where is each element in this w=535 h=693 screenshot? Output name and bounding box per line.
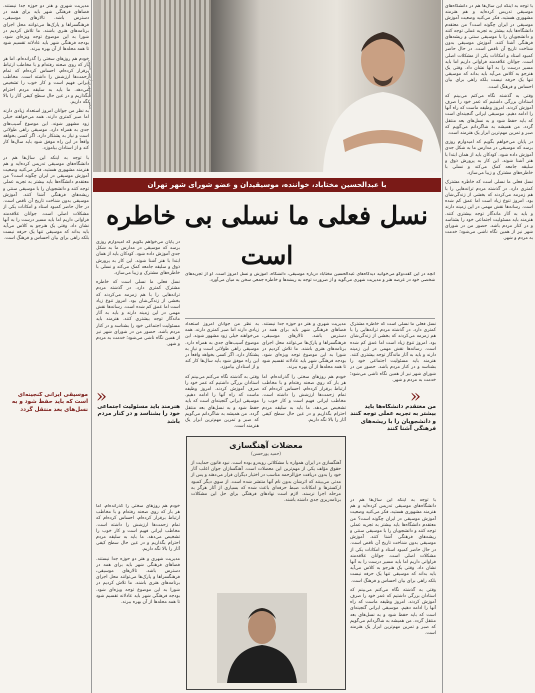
column-divider xyxy=(91,0,92,693)
sidebar-text: آهنگسازی در ایران همواره با مشکلاتی روبه‌رو بوده است. نبود قانون حمایت از حقوق مؤلف یکی از مهم‌ترین این معضلات است. آهنگسازان جوان اغلب آثار خود را بدون دریافت حق‌الزحمه مناسب در اختیار دیگران قرار می‌دهند و پس از مدتی می‌بینند که اثرشان بدون نام آنها منتشر شده است. از سوی دیگر کمبود ارکسترها و امکانات ضبط حرفه‌ای باعث شده که بسیاری از آثار هرگز به مرحله اجرا نرسند. لازم است نهادهای فرهنگی برای حل این مشکلات برنامه‌ریزی جدی داشته باشند. xyxy=(191,461,341,504)
interview-photo xyxy=(93,0,441,172)
intro-divider xyxy=(185,318,435,319)
column-left xyxy=(3,4,89,690)
column-text: خودم هم روزهای سختی را گذرانده‌ام. اما هر بار که روی صحنه رفته‌ام و با مخاطب ارتباط برقرار کرده‌ام، احساس کرده‌ام که تمام زحمت‌ها ارزشش را داشته است. مخاطب ایرانی فهیم است و کار خوب را تشخیص می‌دهد. ما باید به سلیقه مردم احترام بگذاریم و در عین حال سطح کیفی آثار را بالا نگه داریم. xyxy=(262,374,346,424)
author-photo xyxy=(217,593,307,683)
column-text: خودم هم روزهای سختی را گذرانده‌ام. اما هر بار که روی صحنه رفته‌ام و با مخاطب ارتباط برقرار کرده‌ام، احساس کرده‌ام که تمام زحمت‌ها ارزشش را داشته است. مخاطب ایرانی فهیم است و کار خوب را تشخیص می‌دهد. ما باید به سلیقه مردم احترام بگذاریم و در عین حال سطح کیفی آثار را بالا نگه داریم. xyxy=(96,504,180,553)
column-text: وقتی به گذشته نگاه می‌کنم می‌بینم که استادان بزرگی داشتیم که عمر خود را صرف آموزش کردند. امروز وظیفه ماست که راه آنها را ادامه دهیم. موسیقی ایرانی گنجینه‌ای است که باید حفظ شود و به نسل‌های بعد منتقل گردد. من همیشه به شاگردانم می‌گویم که صبر و تمرین مهم‌ترین ابزار یک هنرمند است. xyxy=(185,374,259,430)
column-text: با توجه به اینکه این سال‌ها هم در دانشگاه‌های موسیقی تدریس کرده‌اید و هم هنرمند مشهوری هستید، فکر می‌کنید وضعیت آموزش موسیقی در ایران چگونه است؟ من معتقدم دانشگاه‌ها باید بیشتر به تجربه عملی توجه کنند و دانشجویان را با موسیقی سنتی و ریشه‌های فرهنگی آشنا کنند. آموزش موسیقی بدون شناخت تاریخ آن ناقص است. در حال حاضر کمبود استاد و امکانات یکی از مشکلات اصلی است. جوانان علاقه‌مند فراوانی داریم اما باید مسیر درست را به آنها نشان داد. وقتی یک هنرجو به کلاس می‌آید باید بداند که موسیقی تنها یک حرفه نیست بلکه راهی برای بیان احساس و فرهنگ است. xyxy=(445,4,533,90)
column-body-5 xyxy=(350,498,436,688)
column-text: با توجه به اینکه این سال‌ها هم در دانشگاه‌های موسیقی تدریس کرده‌اید و هم هنرمند مشهوری هستید، فکر می‌کنید وضعیت آموزش موسیقی در ایران چگونه است؟ من معتقدم دانشگاه‌ها باید بیشتر به تجربه عملی توجه کنند و دانشجویان را با موسیقی سنتی و ریشه‌های فرهنگی آشنا کنند. آموزش موسیقی بدون شناخت تاریخ آن ناقص است. در حال حاضر کمبود استاد و امکانات یکی از مشکلات اصلی است. جوانان علاقه‌مند فراوانی داریم اما باید مسیر درست را به آنها نشان داد. وقتی یک هنرجو به کلاس می‌آید باید بداند که موسیقی تنها یک حرفه نیست بلکه راهی برای بیان احساس و فرهنگ است. xyxy=(350,498,436,584)
column-body-4 xyxy=(96,240,180,380)
column-text: با توجه به اینکه این سال‌ها هم در دانشگاه‌های موسیقی تدریس کرده‌اید و هم هنرمند مشهوری هستید، فکر می‌کنید وضعیت آموزش موسیقی در ایران چگونه است؟ من معتقدم دانشگاه‌ها باید بیشتر به تجربه عملی توجه کنند و دانشجویان را با موسیقی سنتی و ریشه‌های فرهنگی آشنا کنند. آموزش موسیقی بدون شناخت تاریخ آن ناقص است. در حال حاضر کمبود استاد و امکانات یکی از مشکلات اصلی است. جوانان علاقه‌مند فراوانی داریم اما باید مسیر درست را به آنها نشان داد. وقتی یک هنرجو به کلاس می‌آید باید بداند که موسیقی تنها یک حرفه نیست بلکه راهی برای بیان احساس و فرهنگ است. xyxy=(3,155,89,242)
pull-quote: من معتقدم دانشگاه‌ها باید بیشتر به تجربه عملی توجه کنند و دانشجویان را با ریشه‌های فرهنگی آشنا کنند xyxy=(350,404,436,433)
column-text: به نظر من جوانان امروز استعداد زیادی دارند اما صبر کمتری دارند. همه می‌خواهند خیلی زود مشهور شوند. این موضوع آسیب‌های جدی به همراه دارد. موسیقی راهی طولانی است و نیاز به پشتکار دارد. اگر کسی بخواهد واقعاً در این راه موفق شود باید سال‌ها کار کند و از استادان بیاموزد. xyxy=(3,109,89,152)
column-body-6 xyxy=(96,504,180,688)
column-text: در پایان می‌خواهم بگویم که امیدوارم روزی برسد که موسیقی در مدارس ما به شکل جدی آموزش داده شود. کودکان باید از همان ابتدا با هنر آشنا شوند. این کار به پرورش ذوق و سلیقه جامعه کمک می‌کند و نسلی با خاطره‌های مشترک و زیبا می‌سازد. xyxy=(96,240,180,277)
column-text: نسل فعلی ما نسلی است که خاطره مشترک کمتری دارد. در گذشته مردم ترانه‌هایی را با هم زمزمه می‌کردند که بخشی از زندگی‌شان بود. امروز تنوع زیاد است اما عمق کم شده است. رسانه‌ها نقش مهمی در این زمینه دارند و باید به آثار ماندگار توجه بیشتری کنند. هنرمند باید مسئولیت اجتماعی خود را بشناسد و در کنار مردم باشد. حضور من در شورای شهر نیز از همین نگاه ناشی می‌شود؛ خدمت به مردم و شهر. xyxy=(445,180,533,242)
quote-mark-icon: « xyxy=(96,386,108,407)
article-intro: آنچه در این گفت‌وگو می‌خوانید دیدگاه‌های عبدالحسین مختاباد درباره موسیقی، دانشگاه، آموزش و نسل امروز است. او از تجربه‌های شخصی خود در عرصه هنر و مدیریت شهری می‌گوید و از ضرورت توجه به ریشه‌ها و خاطره جمعی سخن به میان می‌آورد. xyxy=(185,272,435,283)
column-body-2 xyxy=(262,322,346,432)
portrait-figure xyxy=(303,20,441,172)
quote-mark-icon: « xyxy=(410,386,422,407)
column-text: مدیریت شهری و هنر دو حوزه جدا نیستند. فضاهای فرهنگی شهر باید برای همه در دسترس باشد. تالارهای موسیقی، فرهنگسراها و پارک‌ها می‌توانند محل اجرای برنامه‌های هنری باشند. ما تلاش کردیم در شورا به این موضوع توجه ویژه‌ای شود. بودجه فرهنگی شهر باید عادلانه تقسیم شود تا همه محله‌ها از آن بهره ببرند. xyxy=(96,556,180,606)
sidebar-byline: (حمید پورحسن) xyxy=(250,452,282,457)
column-text: به نظر من جوانان امروز استعداد زیادی دارند اما صبر کمتری دارند. همه می‌خواهند خیلی زود مشهور شوند. این موضوع آسیب‌های جدی به همراه دارد. موسیقی راهی طولانی است و نیاز به پشتکار دارد. اگر کسی بخواهد واقعاً در این راه موفق شود باید سال‌ها کار کند و از استادان بیاموزد. xyxy=(185,322,259,371)
column-text: مدیریت شهری و هنر دو حوزه جدا نیستند. فضاهای فرهنگی شهر باید برای همه در دسترس باشد. تالارهای موسیقی، فرهنگسراها و پارک‌ها می‌توانند محل اجرای برنامه‌های هنری باشند. ما تلاش کردیم در شورا به این موضوع توجه ویژه‌ای شود. بودجه فرهنگی شهر باید عادلانه تقسیم شود تا همه محله‌ها از آن بهره ببرند. xyxy=(262,322,346,371)
column-text: نسل فعلی ما نسلی است که خاطره مشترک کمتری دارد. در گذشته مردم ترانه‌هایی را با هم زمزمه می‌کردند که بخشی از زندگی‌شان بود. امروز تنوع زیاد است اما عمق کم شده است. رسانه‌ها نقش مهمی در این زمینه دارند و باید به آثار ماندگار توجه بیشتری کنند. هنرمند باید مسئولیت اجتماعی خود را بشناسد و در کنار مردم باشد. حضور من در شورای شهر نیز از همین نگاه ناشی می‌شود؛ خدمت به مردم و شهر. xyxy=(350,322,436,383)
window-blinds-graphic xyxy=(101,0,211,172)
column-text: مدیریت شهری و هنر دو حوزه جدا نیستند. فضاهای فرهنگی شهر باید برای همه در دسترس باشد. تالارهای موسیقی، فرهنگسراها و پارک‌ها می‌توانند محل اجرای برنامه‌های هنری باشند. ما تلاش کردیم در شورا به این موضوع توجه ویژه‌ای شود. بودجه فرهنگی شهر باید عادلانه تقسیم شود تا همه محله‌ها از آن بهره ببرند. xyxy=(3,4,89,53)
column-body-1 xyxy=(350,322,436,402)
column-right xyxy=(445,4,533,690)
article-headline: نسل فعلی ما نسلی بی خاطره است xyxy=(106,201,428,270)
article-subtitle: با عبدالحسین مختاباد، خواننده، موسیقیدان و عضو شورای شهر تهران xyxy=(93,178,441,192)
column-body-3 xyxy=(185,322,259,432)
column-text: وقتی به گذشته نگاه می‌کنم می‌بینم که استادان بزرگی داشتیم که عمر خود را صرف آموزش کردند. امروز وظیفه ماست که راه آنها را ادامه دهیم. موسیقی ایرانی گنجینه‌ای است که باید حفظ شود و به نسل‌های بعد منتقل گردد. من همیشه به شاگردانم می‌گویم که صبر و تمرین مهم‌ترین ابزار یک هنرمند است. xyxy=(350,587,436,637)
spacer xyxy=(96,688,97,689)
column-divider xyxy=(442,0,443,693)
column-text: وقتی به گذشته نگاه می‌کنم می‌بینم که استادان بزرگی داشتیم که عمر خود را صرف آموزش کردند. امروز وظیفه ماست که راه آنها را ادامه دهیم. موسیقی ایرانی گنجینه‌ای است که باید حفظ شود و به نسل‌های بعد منتقل گردد. من همیشه به شاگردانم می‌گویم که صبر و تمرین مهم‌ترین ابزار یک هنرمند است. xyxy=(445,93,533,137)
column-text: در پایان می‌خواهم بگویم که امیدوارم روزی برسد که موسیقی در مدارس ما به شکل جدی آموزش داده شود. کودکان باید از همان ابتدا با هنر آشنا شوند. این کار به پرورش ذوق و سلیقه جامعه کمک می‌کند و نسلی با خاطره‌های مشترک و زیبا می‌سازد. xyxy=(445,140,533,177)
pull-quote: هنرمند باید مسئولیت اجتماعی خود را بشناسد و در کنار مردم باشد xyxy=(97,404,180,425)
column-text: نسل فعلی ما نسلی است که خاطره مشترک کمتری دارد. در گذشته مردم ترانه‌هایی را با هم زمزمه می‌کردند که بخشی از زندگی‌شان بود. امروز تنوع زیاد است اما عمق کم شده است. رسانه‌ها نقش مهمی در این زمینه دارند و باید به آثار ماندگار توجه بیشتری کنند. هنرمند باید مسئولیت اجتماعی خود را بشناسد و در کنار مردم باشد. حضور من در شورای شهر نیز از همین نگاه ناشی می‌شود؛ خدمت به مردم و شهر. xyxy=(96,280,180,348)
sidebar-title: معضلات آهنگسازی xyxy=(229,441,303,450)
sidebar-box xyxy=(186,436,346,690)
column-text: خودم هم روزهای سختی را گذرانده‌ام. اما هر بار که روی صحنه رفته‌ام و با مخاطب ارتباط برقرار کرده‌ام، احساس کرده‌ام که تمام زحمت‌ها ارزشش را داشته است. مخاطب ایرانی فهیم است و کار خوب را تشخیص می‌دهد. ما باید به سلیقه مردم احترام بگذاریم و در عین حال سطح کیفی آثار را بالا نگه داریم. xyxy=(3,56,89,106)
pull-quote: موسیقی ایرانی گنجینه‌ای است که باید حفظ شود و به نسل‌های بعد منتقل گردد xyxy=(11,392,88,413)
